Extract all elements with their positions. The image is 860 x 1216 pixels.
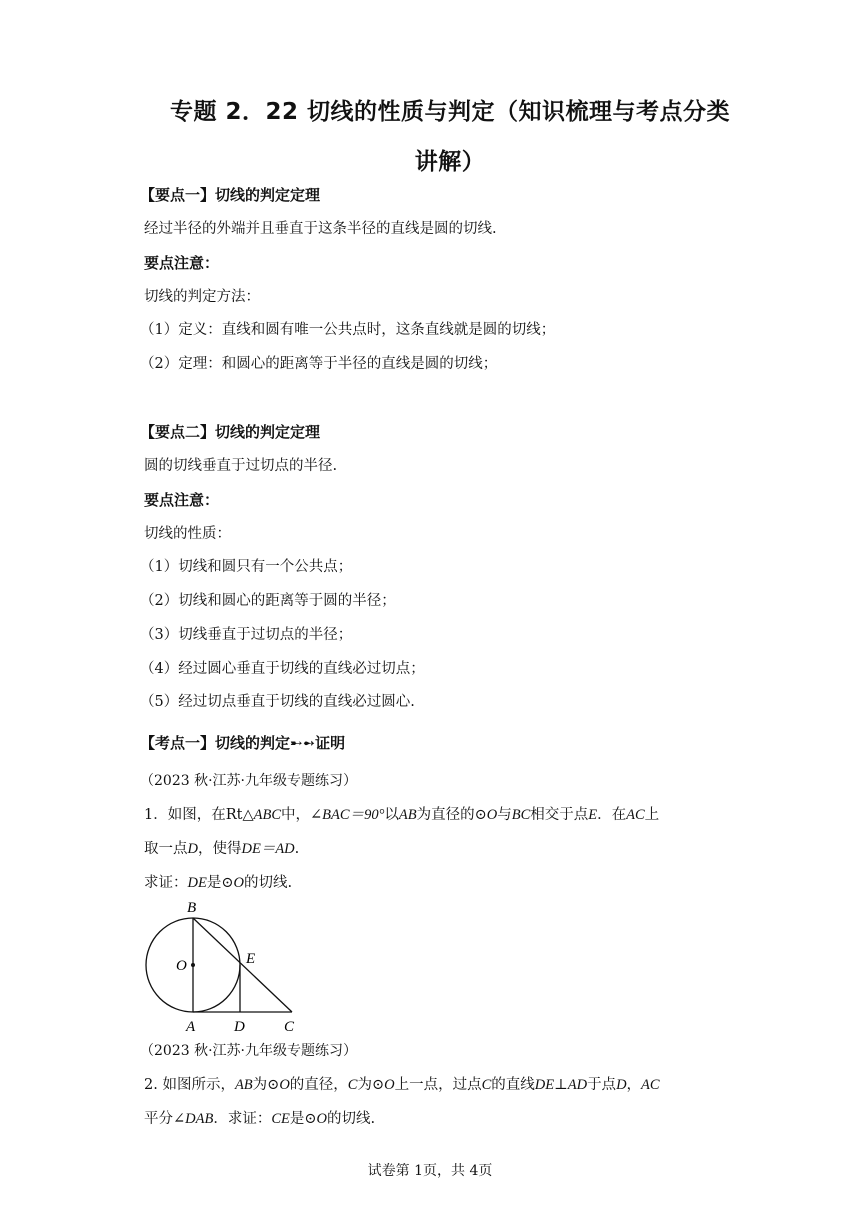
text: 2. 如图所示， [144, 1077, 235, 1093]
math-d: D [616, 1077, 627, 1093]
label-a: A [186, 1019, 196, 1035]
math-ab: AB [234, 1077, 253, 1093]
math-angle-bac: ∠BAC＝90° [310, 807, 385, 823]
math-c: C [481, 1077, 492, 1093]
section2-item-2: （2）切线和圆心的距离等于圆的半径； [140, 593, 396, 609]
text: 的切线. [243, 875, 293, 891]
math-circle-o: ⊙O [474, 807, 498, 823]
section2-note-heading: 要点注意： [144, 491, 220, 509]
text: ，使得 [197, 841, 242, 857]
page-title-line2: 讲解） [414, 149, 486, 175]
text: 的直径， [289, 1077, 348, 1093]
text: 以 [384, 807, 399, 823]
text: ， [626, 1077, 642, 1093]
text: ．求证： [213, 1111, 272, 1127]
math-abc: ABC [253, 807, 282, 823]
section2-item-1: （1）切线和圆只有一个公共点； [140, 559, 353, 575]
section2-item-5: （5）经过切点垂直于切线的直线必过圆心. [140, 694, 415, 710]
math-ac: AC [626, 807, 645, 823]
text: 平分 [144, 1111, 173, 1127]
section2-item-3: （3）切线垂直于过切点的半径； [140, 627, 353, 643]
q1-source: （2023 秋·江苏·九年级专题练习） [140, 773, 357, 789]
geometry-figure [136, 898, 306, 1038]
math-ce: CE [271, 1111, 290, 1127]
section2-property-label: 切线的性质： [144, 526, 231, 542]
math-circle-o: ⊙O [221, 875, 244, 891]
math-circle-o: ⊙O [267, 1077, 290, 1093]
section2-heading: 【要点二】切线的判定定理 [140, 423, 321, 441]
q2-source: （2023 秋·江苏·九年级专题练习） [140, 1043, 357, 1059]
math-c: C [347, 1077, 358, 1093]
text: 中， [281, 807, 311, 823]
section1-text: 经过半径的外端并且垂直于这条半径的直线是圆的切线. [144, 221, 497, 237]
text: 的切线. [327, 1111, 376, 1127]
math-de-eq-ad: DE＝AD [241, 841, 295, 857]
math-angle-dab: ∠DAB [173, 1111, 214, 1127]
page-footer: 试卷第 1页，共 4页 [367, 1163, 493, 1179]
text: 为 [252, 1077, 268, 1093]
text: 的直线 [491, 1077, 535, 1093]
text: . [294, 841, 300, 857]
text: 于点 [587, 1077, 617, 1093]
segment-bc [193, 918, 292, 1012]
text: 是 [289, 1111, 305, 1127]
text: 为 [357, 1077, 372, 1093]
math-rt: Rt△ [225, 807, 254, 823]
q1-line2 [144, 839, 299, 859]
text: 相交于点 [530, 807, 589, 823]
q1-line1 [144, 805, 659, 825]
text: 如图，在 [167, 807, 226, 823]
math-ac: AC [641, 1077, 660, 1093]
q2-line2 [144, 1109, 375, 1129]
q2-line1 [144, 1075, 660, 1095]
text: 为直径的 [416, 807, 475, 823]
text: 求证： [144, 875, 188, 891]
text: 与 [497, 807, 512, 823]
page-title-line1: 专题 2．22 切线的性质与判定（知识梳理与考点分类 [169, 99, 731, 125]
label-c: C [284, 1019, 295, 1035]
center-point-o [191, 963, 195, 967]
section2-text: 圆的切线垂直于过切点的半径. [144, 458, 338, 474]
label-o: O [176, 958, 187, 974]
math-de-perp-ad: DE⊥AD [534, 1077, 588, 1093]
section1-note-heading: 要点注意： [144, 254, 220, 272]
section2-item-4: （4）经过圆心垂直于切线的直线必过切点； [140, 661, 425, 677]
math-e: E [588, 807, 598, 823]
text: 上一点，过点 [394, 1077, 482, 1093]
math-d: D [187, 841, 198, 857]
text: 是 [206, 875, 222, 891]
math-circle-o: ⊙O [371, 1077, 395, 1093]
text: 上 [644, 807, 660, 823]
math-ab: AB [398, 807, 417, 823]
q1-number: 1． [144, 807, 168, 823]
section1-item-2: （2）定理：和圆心的距离等于半径的直线是圆的切线； [140, 356, 498, 372]
section1-heading: 【要点一】切线的判定定理 [140, 186, 321, 204]
q1-line3 [144, 873, 292, 893]
section1-method-label: 切线的判定方法： [144, 289, 260, 305]
label-e: E [246, 951, 256, 967]
label-b: B [187, 900, 197, 916]
text: 取一点 [144, 841, 188, 857]
text: ．在 [597, 807, 627, 823]
math-de: DE [187, 875, 207, 891]
kaodian1-heading: 【考点一】切线的判定➸➻证明 [140, 734, 346, 752]
section1-item-1: （1）定义：直线和圆有唯一公共点时，这条直线就是圆的切线； [140, 322, 556, 338]
math-circle-o: ⊙O [304, 1111, 327, 1127]
label-d: D [234, 1019, 245, 1035]
math-bc: BC [511, 807, 531, 823]
